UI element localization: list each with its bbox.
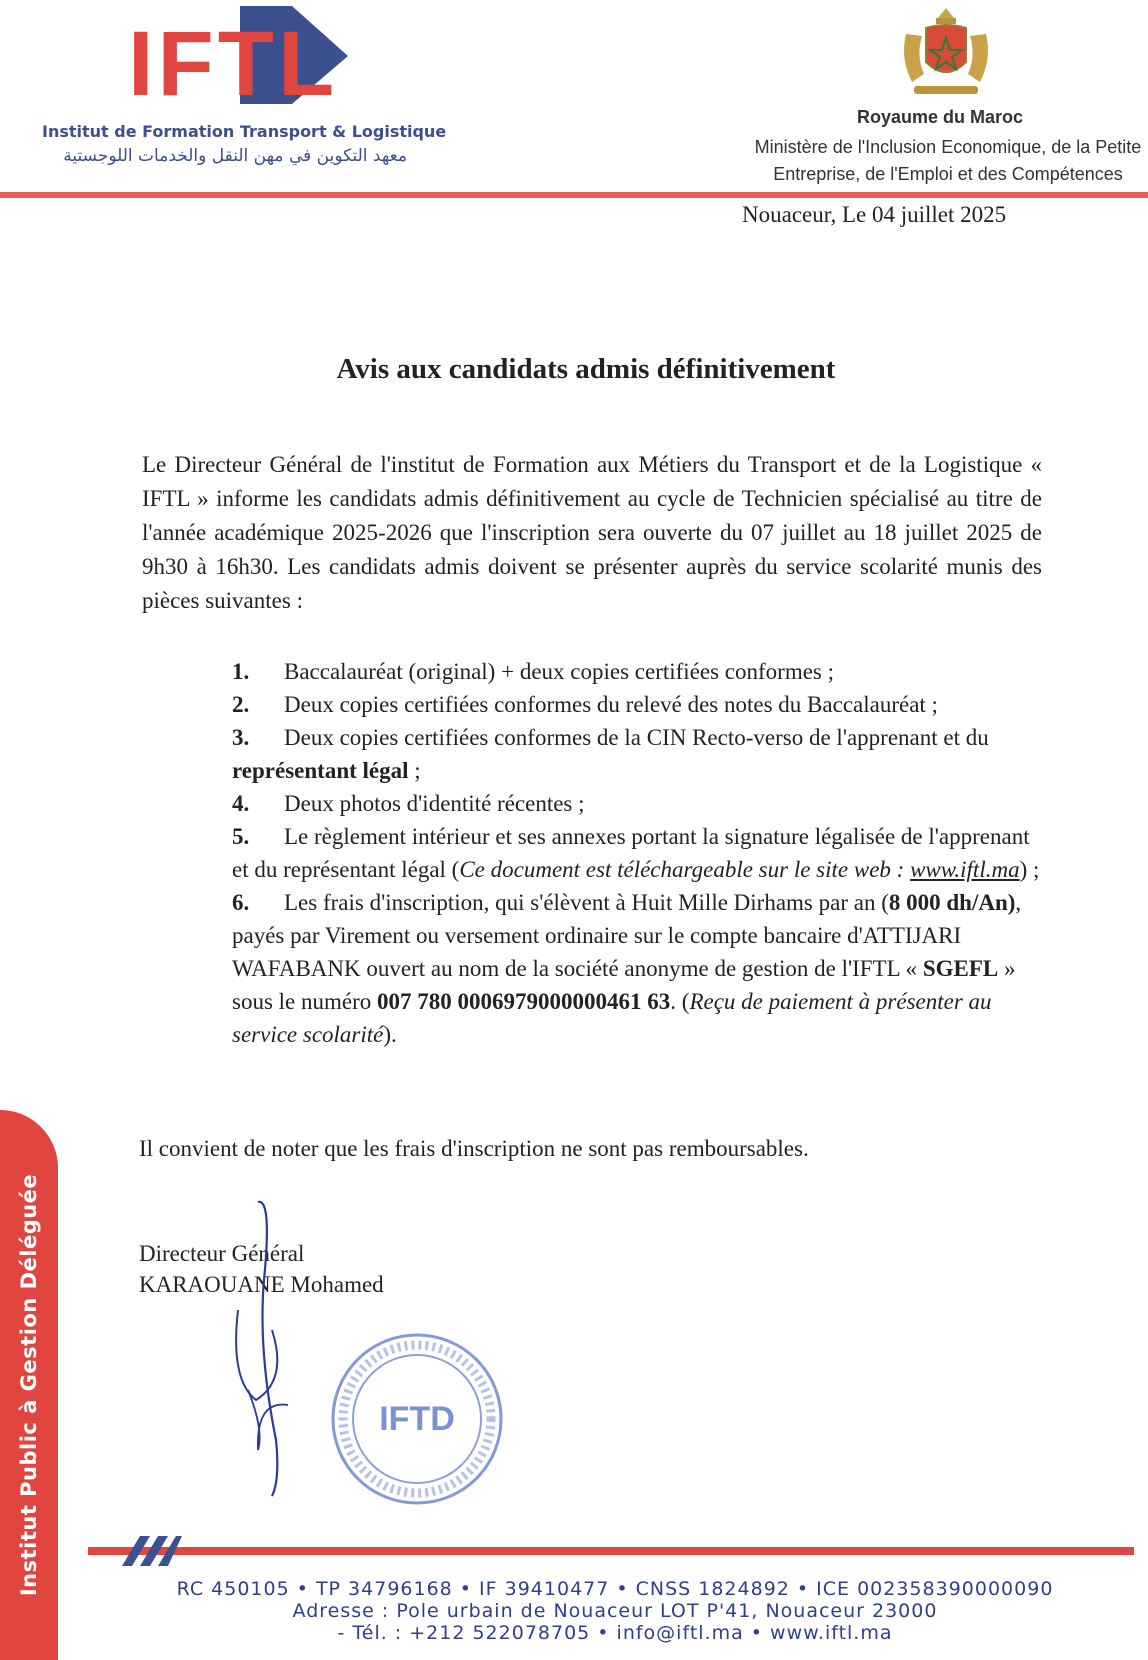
list-item-text: ). bbox=[383, 1022, 397, 1047]
footer-contact: - Tél. : +212 522078705 • info@iftl.ma • www.iftl.ma bbox=[337, 1622, 893, 1644]
list-item bbox=[232, 820, 1044, 886]
intro-paragraph: Le Directeur Général de l'institut de Formation aux Métiers du Transport et de la Logistique « IFTL » informe les candidats admis définitivement au cycle de Technicien spécialisé au titre de l'année académique 2025-2026 que l'inscription sera ouverte du 07 juillet au 18 juillet 2025 de 9h30 à 16h30. Les candidats admis doivent se présenter auprès du service scolarité munis des pièces suivantes : bbox=[142, 452, 1042, 613]
list-item bbox=[232, 721, 1044, 787]
list-item-number: 6. bbox=[232, 890, 250, 915]
list-item-text: Les frais d'inscription, qui s'élèvent à Huit Mille Dirhams par an ( bbox=[284, 890, 889, 915]
institute-name-ar: معهد التكوين في مهن النقل والخدمات اللوجستية bbox=[63, 146, 407, 166]
list-item-italic: Reçu de paiement à présenter au service scolarité bbox=[232, 989, 992, 1047]
document-title: Avis aux candidats admis définitivement bbox=[336, 353, 836, 385]
ministry-line-1: Ministère de l'Inclusion Economique, de la Petite bbox=[754, 137, 1142, 157]
list-item-text: » sous le numéro bbox=[232, 956, 1016, 1014]
bank-account-number: 007 780 0006979000000461 63 bbox=[377, 989, 671, 1014]
footer-divider bbox=[88, 1547, 1134, 1555]
list-item-text: . ( bbox=[670, 989, 690, 1014]
list-item-number: 3. bbox=[232, 725, 250, 750]
list-item-italic: Ce document est téléchargeable sur le site web : bbox=[459, 857, 911, 882]
required-documents-list bbox=[232, 655, 1044, 1051]
official-stamp bbox=[328, 1330, 506, 1508]
company-name: SGEFL bbox=[922, 956, 999, 981]
footer-registration: RC 450105 • TP 34796168 • IF 39410477 • CNSS 1824892 • ICE 002358390000090 bbox=[176, 1578, 1054, 1600]
signatory-title: Directeur Général bbox=[139, 1241, 305, 1266]
list-item-text: Le règlement intérieur et ses annexes portant la signature légalisée de l'apprenant et du représentant légal ( bbox=[232, 824, 1030, 882]
ministry-name bbox=[748, 134, 1148, 188]
header-divider bbox=[0, 192, 1148, 198]
list-item bbox=[232, 688, 1044, 721]
refund-note: Il convient de noter que les frais d'inscription ne sont pas remboursables. bbox=[139, 1136, 809, 1161]
list-item bbox=[232, 787, 1044, 820]
list-item bbox=[232, 655, 1044, 688]
handwritten-signature bbox=[228, 1200, 318, 1500]
list-item-number: 4. bbox=[232, 791, 250, 816]
document-date: Nouaceur, Le 04 juillet 2025 bbox=[742, 202, 1007, 227]
list-item-number: 2. bbox=[232, 692, 250, 717]
list-item-text: ) ; bbox=[1019, 857, 1040, 882]
institute-name-fr: Institut de Formation Transport & Logistique bbox=[42, 122, 447, 141]
fee-amount: 8 000 dh/An) bbox=[888, 890, 1016, 915]
coat-of-arms-icon bbox=[896, 4, 996, 100]
list-item-text: ; bbox=[408, 758, 421, 783]
signatory-name: KARAOUANE Mohamed bbox=[139, 1272, 384, 1297]
list-item-text: Deux copies certifiées conformes du relevé des notes du Baccalauréat ; bbox=[284, 692, 938, 717]
stamp-text: IFTD bbox=[379, 1400, 455, 1438]
list-item-text: Deux copies certifiées conformes de la CIN Recto-verso de l'apprenant et du bbox=[284, 725, 989, 750]
stripes-decoration bbox=[112, 1536, 182, 1566]
list-item-bold: représentant légal bbox=[232, 758, 409, 783]
list-item-number: 5. bbox=[232, 824, 250, 849]
list-item-number: 1. bbox=[232, 659, 250, 684]
ministry-line-2: Entreprise, de l'Emploi et des Compétences bbox=[773, 164, 1123, 184]
kingdom-name: Royaume du Maroc bbox=[856, 107, 1024, 127]
footer-address: Adresse : Pole urbain de Nouaceur LOT P'41, Nouaceur 23000 bbox=[292, 1600, 938, 1622]
side-band-text: Institut Public à Gestion Déléguée bbox=[17, 1173, 41, 1597]
list-item bbox=[232, 886, 1044, 1051]
list-item-text: Baccalauréat (original) + deux copies certifiées conformes ; bbox=[284, 659, 835, 684]
logo-text: IFTL bbox=[128, 13, 339, 115]
list-item-text: Deux photos d'identité récentes ; bbox=[284, 791, 585, 816]
website-link[interactable]: www.iftl.ma bbox=[910, 857, 1020, 882]
list-item-text: , payés par Virement ou versement ordinaire sur le compte bancaire d'ATTIJARI WAFABANK ouvert au nom de la société anonyme de gestion de l'IFTL « bbox=[232, 890, 1022, 981]
